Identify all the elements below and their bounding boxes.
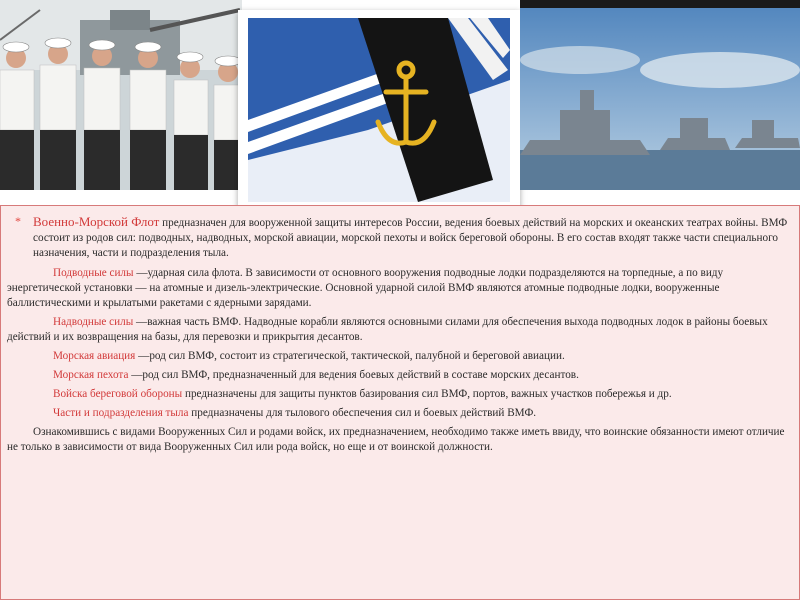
warships-photo — [520, 0, 800, 190]
section-text: предназначены для тылового обеспечения сил и боевых действий ВМФ. — [188, 407, 537, 419]
content-body — [7, 214, 791, 459]
section-submarine-forces — [7, 266, 791, 311]
closing-text: Ознакомившись с видами Вооруженных Сил и родами войск, их предназначением, необходимо также иметь ввиду, что воинские обязанности имеют отличие не только в зависимости от вида Вооруженных Сил или рода войск, но еще и от воинской должности. — [7, 426, 785, 453]
section-rear-units — [7, 406, 791, 421]
section-naval-aviation — [7, 349, 791, 364]
warships-illustration — [520, 0, 800, 190]
section-term: Подводные силы — [53, 267, 134, 279]
sailors-illustration — [0, 0, 242, 190]
section-text: —род сил ВМФ, предназначенный для ведения боевых действий в составе морских десантов. — [128, 369, 579, 381]
section-text: предназначены для защиты пунктов базирования сил ВМФ, портов, важных участков побережья и др. — [182, 388, 672, 400]
navy-description: предназначен для вооруженной защиты интересов России, ведения боевых действий на морских и океанских театрах войны. ВМФ состоит из родов сил: подводных, надводных, морской авиации, морской пехоты и войск береговой обороны. В его состав входят также части специального назначения, части и подразделения тыла. — [33, 217, 788, 259]
anchor-collar-photo — [238, 10, 520, 210]
section-text: —ударная сила флота. В зависимости от основного вооружения подводные лодки подразделяются на торпедные, а по виду энергетической установки — на атомные и дизель-электрические. Основной ударной силой ВМФ являются атомные подводные лодки, вооруженные баллистическими и крылатыми ракетами с ядерными зарядами. — [7, 267, 724, 309]
section-marines — [7, 368, 791, 383]
star-bullet-icon: * — [15, 214, 21, 228]
photo-top-border — [520, 0, 800, 8]
section-term: Войска береговой обороны — [53, 388, 183, 400]
sailors-photo — [0, 0, 242, 190]
section-term: Морская авиация — [53, 350, 136, 362]
closing-paragraph — [7, 425, 791, 455]
text-panel — [0, 205, 800, 600]
navy-term: Военно-Морской Флот — [33, 214, 160, 229]
section-text: —род сил ВМФ, состоит из стратегической, тактической, палубной и береговой авиации. — [135, 350, 565, 362]
section-term: Части и подразделения тыла — [53, 407, 189, 419]
anchor-collar-illustration — [238, 10, 520, 210]
section-coastal-defense — [7, 387, 791, 402]
section-term: Надводные силы — [53, 316, 134, 328]
intro-paragraph — [7, 214, 791, 261]
section-text: —важная часть ВМФ. Надводные корабли являются основными силами для обеспечения выхода подводных лодок в районы боевых действий и их возвращения на базы, для перевозки и прикрытия десантов. — [7, 316, 768, 343]
section-surface-forces — [7, 315, 791, 345]
section-term: Морская пехота — [53, 369, 129, 381]
